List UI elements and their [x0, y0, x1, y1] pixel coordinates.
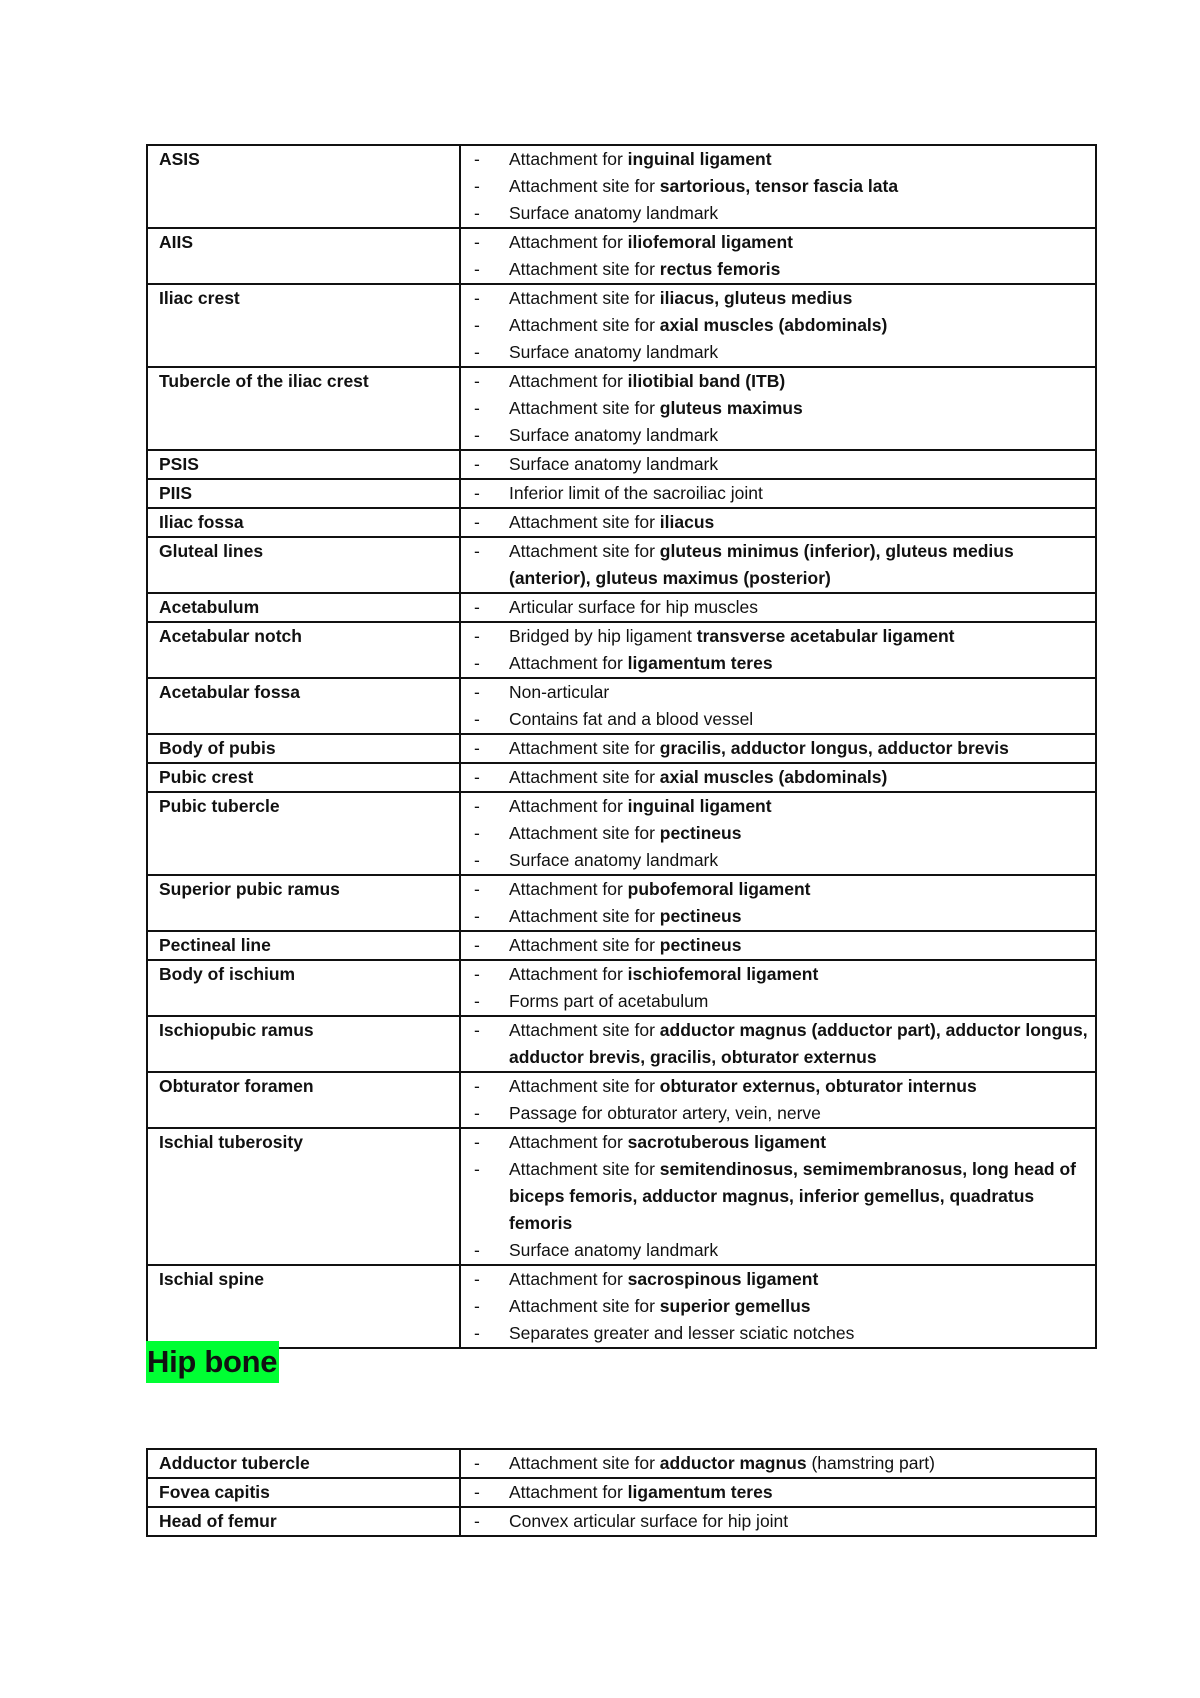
text-segment: Passage for obturator artery, vein, nerve — [509, 1103, 821, 1123]
item-text — [461, 312, 1095, 339]
landmark-term: Acetabular notch — [147, 622, 460, 678]
item-text — [461, 903, 1095, 930]
item-text — [461, 229, 1095, 256]
list-item — [461, 1320, 1095, 1347]
femur-landmarks-table — [146, 1448, 1097, 1537]
bold-segment: gluteus maximus — [659, 398, 803, 418]
bold-segment: inguinal ligament — [627, 796, 772, 816]
landmark-description — [460, 284, 1096, 367]
dash-bullet: - — [474, 541, 480, 561]
landmark-term: AIIS — [147, 228, 460, 284]
dash-bullet: - — [474, 1296, 480, 1316]
landmark-description — [460, 593, 1096, 622]
description-list — [461, 451, 1095, 478]
item-text — [461, 1100, 1095, 1127]
landmark-description — [460, 763, 1096, 792]
dash-bullet: - — [474, 682, 480, 702]
bold-segment: iliacus, gluteus medius — [659, 288, 853, 308]
landmark-term: Body of pubis — [147, 734, 460, 763]
table-row — [147, 1507, 1096, 1536]
list-item — [461, 339, 1095, 366]
description-list — [461, 1479, 1095, 1506]
item-text — [461, 1320, 1095, 1347]
text-segment: Surface anatomy landmark — [509, 850, 719, 870]
list-item — [461, 229, 1095, 256]
bold-segment: adductor magnus — [659, 1453, 807, 1473]
text-segment: Attachment site for — [509, 259, 660, 279]
list-item — [461, 679, 1095, 706]
list-item — [461, 650, 1095, 677]
list-item — [461, 1073, 1095, 1100]
bold-segment: iliacus — [659, 512, 715, 532]
text-segment: Convex articular surface for hip joint — [509, 1511, 789, 1531]
description-list — [461, 1073, 1095, 1127]
text-segment: Attachment for — [509, 653, 628, 673]
landmark-term: Pubic crest — [147, 763, 460, 792]
description-list — [461, 285, 1095, 366]
description-list — [461, 735, 1095, 762]
list-item — [461, 256, 1095, 283]
item-text — [461, 1129, 1095, 1156]
landmark-description — [460, 875, 1096, 931]
table-row — [147, 960, 1096, 1016]
landmark-term: ASIS — [147, 145, 460, 228]
text-segment: Attachment site for — [509, 1453, 660, 1473]
description-list — [461, 932, 1095, 959]
landmark-term: Adductor tubercle — [147, 1449, 460, 1478]
list-item — [461, 793, 1095, 820]
dash-bullet: - — [474, 259, 480, 279]
landmark-description — [460, 622, 1096, 678]
list-item — [461, 1237, 1095, 1264]
text-segment: Attachment for — [509, 879, 628, 899]
item-text — [461, 876, 1095, 903]
text-segment: Attachment for — [509, 1132, 628, 1152]
bold-segment: gracilis, adductor longus, adductor brevis — [659, 738, 1009, 758]
bold-segment: pectineus — [659, 906, 742, 926]
list-item — [461, 1266, 1095, 1293]
text-segment: Contains fat and a blood vessel — [509, 709, 754, 729]
description-list — [461, 764, 1095, 791]
table-row — [147, 450, 1096, 479]
landmark-description — [460, 678, 1096, 734]
table-row — [147, 678, 1096, 734]
dash-bullet: - — [474, 767, 480, 787]
bold-segment: pectineus — [659, 823, 742, 843]
item-text — [461, 1508, 1095, 1535]
dash-bullet: - — [474, 1511, 480, 1531]
list-item — [461, 988, 1095, 1015]
item-text — [461, 173, 1095, 200]
item-text — [461, 1237, 1095, 1264]
bold-segment: rectus femoris — [659, 259, 781, 279]
text-segment: Attachment site for — [509, 767, 660, 787]
table-row — [147, 763, 1096, 792]
landmark-term: Gluteal lines — [147, 537, 460, 593]
description-list — [461, 876, 1095, 930]
dash-bullet: - — [474, 483, 480, 503]
description-list — [461, 1017, 1095, 1071]
description-list — [461, 509, 1095, 536]
bold-segment: axial muscles (abdominals) — [659, 767, 888, 787]
item-text — [461, 422, 1095, 449]
landmark-description — [460, 960, 1096, 1016]
text-segment: Surface anatomy landmark — [509, 203, 719, 223]
text-segment: Attachment for — [509, 149, 628, 169]
table-row — [147, 1265, 1096, 1348]
text-segment: Attachment for — [509, 232, 628, 252]
list-item — [461, 395, 1095, 422]
item-text — [461, 1266, 1095, 1293]
list-item — [461, 480, 1095, 507]
item-text — [461, 764, 1095, 791]
text-segment: Forms part of acetabulum — [509, 991, 709, 1011]
text-segment: Separates greater and lesser sciatic notches — [509, 1323, 855, 1343]
table-row — [147, 734, 1096, 763]
list-item — [461, 1450, 1095, 1477]
text-segment: Attachment site for — [509, 512, 660, 532]
item-text — [461, 285, 1095, 312]
dash-bullet: - — [474, 398, 480, 418]
landmark-term: Ischial tuberosity — [147, 1128, 460, 1265]
list-item — [461, 961, 1095, 988]
description-list — [461, 1450, 1095, 1477]
text-segment: Surface anatomy landmark — [509, 425, 719, 445]
landmark-term: Pubic tubercle — [147, 792, 460, 875]
list-item — [461, 509, 1095, 536]
description-list — [461, 1508, 1095, 1535]
text-segment: (hamstring part) — [806, 1453, 935, 1473]
item-text — [461, 256, 1095, 283]
description-list — [461, 793, 1095, 874]
list-item — [461, 847, 1095, 874]
item-text — [461, 961, 1095, 988]
list-item — [461, 173, 1095, 200]
item-text — [461, 735, 1095, 762]
dash-bullet: - — [474, 232, 480, 252]
dash-bullet: - — [474, 512, 480, 532]
list-item — [461, 1017, 1095, 1071]
list-item — [461, 876, 1095, 903]
item-text — [461, 594, 1095, 621]
landmark-term: Tubercle of the iliac crest — [147, 367, 460, 450]
dash-bullet: - — [474, 653, 480, 673]
description-list — [461, 679, 1095, 733]
dash-bullet: - — [474, 1482, 480, 1502]
item-text — [461, 650, 1095, 677]
table-row — [147, 622, 1096, 678]
landmark-description — [460, 734, 1096, 763]
landmark-term: Head of femur — [147, 1507, 460, 1536]
item-text — [461, 1293, 1095, 1320]
dash-bullet: - — [474, 1453, 480, 1473]
item-text — [461, 988, 1095, 1015]
table-row — [147, 1449, 1096, 1478]
dash-bullet: - — [474, 991, 480, 1011]
landmark-description — [460, 1072, 1096, 1128]
description-list — [461, 1266, 1095, 1347]
item-text — [461, 793, 1095, 820]
landmark-term: Ischial spine — [147, 1265, 460, 1348]
table-body — [147, 145, 1096, 1348]
item-text — [461, 820, 1095, 847]
bold-segment: sacrospinous ligament — [627, 1269, 819, 1289]
text-segment: Attachment site for — [509, 738, 660, 758]
landmark-description — [460, 1507, 1096, 1536]
description-list — [461, 368, 1095, 449]
item-text — [461, 480, 1095, 507]
description-list — [461, 538, 1095, 592]
list-item — [461, 735, 1095, 762]
bold-segment: iliofemoral ligament — [627, 232, 793, 252]
item-text — [461, 1479, 1095, 1506]
dash-bullet: - — [474, 203, 480, 223]
text-segment: Inferior limit of the sacroiliac joint — [509, 483, 763, 503]
landmark-term: Acetabulum — [147, 593, 460, 622]
dash-bullet: - — [474, 964, 480, 984]
text-segment: Attachment for — [509, 964, 628, 984]
section-heading: Hip bone — [146, 1341, 279, 1383]
list-item — [461, 932, 1095, 959]
dash-bullet: - — [474, 879, 480, 899]
landmark-term: Acetabular fossa — [147, 678, 460, 734]
list-item — [461, 903, 1095, 930]
text-segment: Attachment site for — [509, 1020, 660, 1040]
bold-segment: superior gemellus — [659, 1296, 811, 1316]
text-segment: Surface anatomy landmark — [509, 454, 719, 474]
text-segment: Attachment site for — [509, 1159, 660, 1179]
bold-segment: sartorious, tensor fascia lata — [659, 176, 899, 196]
dash-bullet: - — [474, 796, 480, 816]
bold-segment: pubofemoral ligament — [627, 879, 811, 899]
text-segment: Attachment site for — [509, 288, 660, 308]
description-list — [461, 480, 1095, 507]
dash-bullet: - — [474, 315, 480, 335]
text-segment: Attachment site for — [509, 823, 660, 843]
bold-segment: obturator externus, obturator internus — [659, 1076, 977, 1096]
item-text — [461, 339, 1095, 366]
table-body — [147, 1449, 1096, 1536]
table-row — [147, 1128, 1096, 1265]
dash-bullet: - — [474, 1323, 480, 1343]
item-text — [461, 146, 1095, 173]
bold-segment: gluteus minimus (inferior), gluteus medius (anterior), gluteus maximus (posterior) — [509, 541, 1014, 588]
table-row — [147, 508, 1096, 537]
text-segment: Attachment site for — [509, 398, 660, 418]
landmark-description — [460, 450, 1096, 479]
landmark-term: PIIS — [147, 479, 460, 508]
item-text — [461, 538, 1095, 592]
dash-bullet: - — [474, 1132, 480, 1152]
list-item — [461, 451, 1095, 478]
landmark-term: Body of ischium — [147, 960, 460, 1016]
text-segment: Attachment for — [509, 371, 628, 391]
table-row — [147, 537, 1096, 593]
item-text — [461, 623, 1095, 650]
text-segment: Attachment site for — [509, 541, 660, 561]
dash-bullet: - — [474, 1269, 480, 1289]
list-item — [461, 1100, 1095, 1127]
dash-bullet: - — [474, 709, 480, 729]
item-text — [461, 1450, 1095, 1477]
text-segment: Attachment for — [509, 1482, 628, 1502]
list-item — [461, 623, 1095, 650]
item-text — [461, 932, 1095, 959]
description-list — [461, 623, 1095, 677]
dash-bullet: - — [474, 342, 480, 362]
landmark-description — [460, 537, 1096, 593]
bold-segment: pectineus — [659, 935, 742, 955]
landmark-term: Fovea capitis — [147, 1478, 460, 1507]
table-row — [147, 367, 1096, 450]
text-segment: Attachment for — [509, 1269, 628, 1289]
table-row — [147, 284, 1096, 367]
dash-bullet: - — [474, 176, 480, 196]
landmark-description — [460, 508, 1096, 537]
item-text — [461, 706, 1095, 733]
table-row — [147, 875, 1096, 931]
dash-bullet: - — [474, 1020, 480, 1040]
list-item — [461, 820, 1095, 847]
dash-bullet: - — [474, 738, 480, 758]
landmark-term: Iliac crest — [147, 284, 460, 367]
list-item — [461, 368, 1095, 395]
dash-bullet: - — [474, 1159, 480, 1179]
bold-segment: sacrotuberous ligament — [627, 1132, 827, 1152]
dash-bullet: - — [474, 149, 480, 169]
hip-bone-landmarks-table — [146, 144, 1097, 1349]
dash-bullet: - — [474, 1103, 480, 1123]
bold-segment: transverse acetabular ligament — [696, 626, 955, 646]
text-segment: Attachment site for — [509, 176, 660, 196]
table-row — [147, 145, 1096, 228]
table-row — [147, 1072, 1096, 1128]
table-row — [147, 228, 1096, 284]
table-row — [147, 1478, 1096, 1507]
dash-bullet: - — [474, 288, 480, 308]
bold-segment: axial muscles (abdominals) — [659, 315, 888, 335]
landmark-description — [460, 367, 1096, 450]
table-row — [147, 1016, 1096, 1072]
bold-segment: adductor magnus (adductor part), adductor longus, adductor brevis, gracilis, obturator externus — [509, 1020, 1088, 1067]
item-text — [461, 847, 1095, 874]
text-segment: Surface anatomy landmark — [509, 1240, 719, 1260]
dash-bullet: - — [474, 371, 480, 391]
text-segment: Attachment site for — [509, 1296, 660, 1316]
dash-bullet: - — [474, 823, 480, 843]
list-item — [461, 706, 1095, 733]
landmark-description — [460, 228, 1096, 284]
item-text — [461, 679, 1095, 706]
landmark-term: Superior pubic ramus — [147, 875, 460, 931]
list-item — [461, 1156, 1095, 1237]
bold-segment: ischiofemoral ligament — [627, 964, 819, 984]
table-row — [147, 479, 1096, 508]
dash-bullet: - — [474, 425, 480, 445]
landmark-description — [460, 1449, 1096, 1478]
list-item — [461, 594, 1095, 621]
landmark-description — [460, 1478, 1096, 1507]
description-list — [461, 594, 1095, 621]
list-item — [461, 1479, 1095, 1506]
description-list — [461, 229, 1095, 283]
item-text — [461, 509, 1095, 536]
dash-bullet: - — [474, 1076, 480, 1096]
table-row — [147, 792, 1096, 875]
bold-segment: inguinal ligament — [627, 149, 772, 169]
description-list — [461, 146, 1095, 227]
text-segment: Attachment site for — [509, 906, 660, 926]
landmark-description — [460, 1128, 1096, 1265]
list-item — [461, 1293, 1095, 1320]
dash-bullet: - — [474, 1240, 480, 1260]
landmark-term: Pectineal line — [147, 931, 460, 960]
landmark-term: Iliac fossa — [147, 508, 460, 537]
dash-bullet: - — [474, 626, 480, 646]
description-list — [461, 961, 1095, 1015]
description-list — [461, 1129, 1095, 1264]
dash-bullet: - — [474, 906, 480, 926]
landmark-description — [460, 479, 1096, 508]
item-text — [461, 395, 1095, 422]
landmark-term: Obturator foramen — [147, 1072, 460, 1128]
text-segment: Attachment site for — [509, 315, 660, 335]
item-text — [461, 368, 1095, 395]
item-text — [461, 1017, 1095, 1071]
item-text — [461, 1073, 1095, 1100]
item-text — [461, 451, 1095, 478]
list-item — [461, 764, 1095, 791]
list-item — [461, 312, 1095, 339]
landmark-description — [460, 792, 1096, 875]
text-segment: Attachment site for — [509, 935, 660, 955]
item-text — [461, 200, 1095, 227]
text-segment: Bridged by hip ligament — [509, 626, 697, 646]
landmark-description — [460, 931, 1096, 960]
bold-segment: ligamentum teres — [627, 653, 773, 673]
list-item — [461, 200, 1095, 227]
list-item — [461, 1129, 1095, 1156]
bold-segment: semitendinosus, semimembranosus, long head of biceps femoris, adductor magnus, inferior gemellus, quadratus femoris — [509, 1159, 1076, 1233]
text-segment: Surface anatomy landmark — [509, 342, 719, 362]
bold-segment: iliotibial band (ITB) — [627, 371, 786, 391]
text-segment: Attachment site for — [509, 1076, 660, 1096]
list-item — [461, 146, 1095, 173]
dash-bullet: - — [474, 597, 480, 617]
list-item — [461, 538, 1095, 592]
text-segment: Articular surface for hip muscles — [509, 597, 758, 617]
list-item — [461, 422, 1095, 449]
list-item — [461, 1508, 1095, 1535]
text-segment: Attachment for — [509, 796, 628, 816]
dash-bullet: - — [474, 935, 480, 955]
text-segment: Non-articular — [509, 682, 610, 702]
dash-bullet: - — [474, 850, 480, 870]
item-text — [461, 1156, 1095, 1237]
table-row — [147, 593, 1096, 622]
list-item — [461, 285, 1095, 312]
landmark-term: Ischiopubic ramus — [147, 1016, 460, 1072]
bold-segment: ligamentum teres — [627, 1482, 773, 1502]
table-row — [147, 931, 1096, 960]
landmark-description — [460, 1265, 1096, 1348]
dash-bullet: - — [474, 454, 480, 474]
landmark-description — [460, 145, 1096, 228]
landmark-description — [460, 1016, 1096, 1072]
landmark-term: PSIS — [147, 450, 460, 479]
